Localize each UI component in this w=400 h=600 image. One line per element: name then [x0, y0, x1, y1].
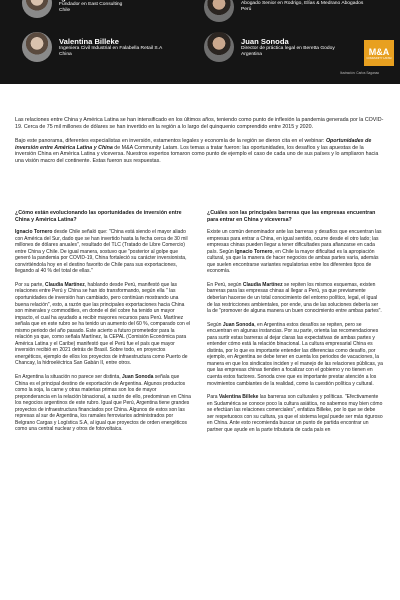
speaker-role: Director de práctica legal en Beretta Godoy: [241, 45, 335, 51]
intro-paragraph-2: [15, 138, 385, 164]
speaker-valentina: [22, 32, 162, 62]
intro-section: [15, 117, 385, 172]
right-column: [207, 210, 383, 440]
question-heading: ¿Cuáles son las principales barreras que las empresas encuentran para entrar en China y viceversa?: [207, 210, 376, 223]
speaker-country: Perú: [241, 7, 252, 12]
speaker-ignacio: [22, 0, 122, 18]
left-column: [15, 210, 191, 440]
paragraph: [207, 229, 383, 275]
paragraph: [15, 282, 191, 367]
avatar: [204, 32, 234, 62]
paragraph: [207, 322, 383, 387]
speaker-mention: Juan Sonoda: [222, 321, 255, 328]
paragraph-text: se repiten los mismos esquemas, existen barreras para las empresas chinas al llegar a Perú, ya que previamente deberían hacerse de un total conocimiento del entorno político, legal, el igual de las restricciones ambientales, por ende, una de las soluciones debería ser la de "promover de alguna manera un buen conocimiento entre ambas partes".: [207, 281, 382, 315]
speaker-role: Abogado Senior en Rodrigo, Elías & Medrano Abogados: [241, 1, 364, 6]
paragraph-text: Por su parte,: [15, 281, 46, 288]
speaker-role: Fundador en East Consulting: [59, 1, 123, 7]
speaker-mention: Claudia Martínez: [45, 281, 85, 288]
intro-text: de M&A Community Latam. Los temas a tratar fueron: las oportunidades, los desafíos y las apuestas de la inversión China en América Latina y viceversa. Nuestros expertos tomaron como punto de ejemplo el caso de cada uno de sus países y lo ampliaron hacia una visión macro del continente. Estas fueron sus respuestas.: [15, 144, 379, 164]
paragraph: [207, 394, 383, 433]
avatar: [22, 32, 52, 62]
webinar-title: Oportunidades de inversión entre América Latina y China: [15, 138, 372, 151]
paragraph-text: Existe un común denominador ante las barreras y desafíos que encuentran las empresas para entrar a China, en igual sentido, ocurre desde el otro lado; las empresas chinas pueden llegar a tener dificultades para afianzarse en cada país. Según: [207, 229, 382, 255]
speaker-mention: Juan Sonoda: [122, 374, 154, 381]
paragraph-text: Para: [207, 394, 219, 401]
paragraph-text: , en Argentina estos desafíos se repiten, pero se encuentran en algunas instancias. Por su parte, orienta las recomendaciones para surtir estas barreras al dejar claras las expectativas de ambas partes y entender cómo está la relación binacional. La cultura empresarial China es distinta, por lo que es importante entender las diferencias como desafío, por ejemplo, en Argentina se debe tener en cuenta los periodos de vacaciones, la manera en que los sindicatos inciden y el manejo de las relaciones públicas, ya que las empresas chinas tienden a focalizar con el gobierno y no tienen en cuenta estos factores. Sonoda cree que es importante prestar atención a los movimientos cambiantes de la realidad, como la cuestión política y cultural.: [207, 321, 383, 387]
paragraph: [207, 282, 383, 315]
intro-paragraph-1: Las relaciones entre China y América Latina se han intensificado en los últimos años, teniendo como punto de inflexión la pandemia generada por la COVID-19. Cerca de 75 mil millones de dólares se han invertido en la región a lo largo del quinquenio comprendido entre 2015 y 2020.: [15, 117, 384, 130]
paragraph: [15, 374, 191, 433]
paragraph-text: En Argentina la situación no parece ser distinta,: [15, 374, 123, 381]
speaker-country: Argentina: [241, 51, 262, 57]
speaker-mention: Valentina Billeke: [218, 394, 259, 401]
speaker-mention: Ignacio Tornero: [235, 248, 273, 255]
ma-community-logo: [364, 40, 394, 66]
paragraph-text: , hablando desde Perú, manifestó que las relaciones entre Perú y China se han ido transformando, según ella " las oportunidades de inversión han cambiado, pero continúan mostrando una buena relación", esto, a razón que las principales exportaciones hacia China son minerales y commodities, en donde el del cobre ha tenido un mayor impacto, el cual ha ayudado a recibir mayores recursos para Perú. Martínez señala que en este rubro se ha tenido un aumento del 60 %, comparado con el mismo periodo del año pasado. Este acierto a futuro prometedor para la relación ya que, como señala Martínez, la CEPAL (Comisión Económica para América Latina y el Caribe) manifestó que el Perú fue el país que mayor inversión recibió en 2021 detrás de Brasil. Sobre todo, en proyectos energéticos, ejemplo de ellos los proyectos de infraestructura como Puerto de Chancay, la hidroeléctrica San Gabán II, entre otros.: [15, 281, 191, 367]
speaker-mention: Claudia Martínez: [242, 281, 283, 288]
speaker-name: Juan Sonoda: [241, 36, 289, 46]
speaker-role: Ingeniera Civil Industrial en Falabella Retail S.A: [59, 45, 163, 51]
speaker-claudia: [204, 0, 363, 22]
illustration-credit: Ilustración: Carlos Saganao: [340, 71, 380, 75]
speaker-name: Valentina Billeke: [59, 36, 119, 46]
paragraph-text: las barreras son culturales y políticas. "Efectivamente en Sudamérica se conoce poco la cultura asiática, no sabemos muy bien cómo se efectúan las relaciones comerciales", enfatiza Billeke, por lo que se debe ser respetuosos con su cultura, ya que el sistema legal puede ser más riguroso en China. Ante esto recomienda buscar un punto de partida encontrar un partner que ayude en la parte tributaria de cada país en: [207, 394, 383, 433]
avatar: [204, 0, 234, 22]
paragraph-text: desde Chile señaló que: "China está siendo el mayor aliado con América del Sur, dado que se han invertido hasta la fecha cerca de 30 mil millones de dólares anuales", resultado del TLC (Tratado de Libre Comercio) entre China y Chile. De igual manera, sostuvo que "posterior al golpe que generó la pandemia por COVID-19, China fortaleció su carácter inversionista, convirtiéndola hoy en el destino favorito de Chile para sus exportaciones, llegando al 40 % del total de ellas.": [15, 229, 188, 275]
paragraph-text: , en Chile la mayor dificultad es la apropiación cultural, ya que la manera de hacer negocios de ambas partes varía, además que suelen encontrarse variantes regulatorias entre los diferentes tipos de economía.: [207, 248, 379, 275]
speaker-mention: Ignacio Tornero: [15, 229, 53, 236]
logo-subtext: COMMUNITY LATAM: [366, 56, 392, 60]
speaker-country: Chile: [59, 7, 71, 13]
speaker-juan: [204, 32, 335, 62]
paragraph: [15, 229, 191, 275]
paragraph-text: señala que China es el principal destino de exportación de Argentina. Algunos productos como la soja, la carne y otras materias primas son los de mayor preponderancia en la relación binacional, a razón de ello, predominan en China los negocios argentinos de este rubro. Igual que Perú, Argentina tiene grandes proyectos de infraestructura financiados por China. Algunos de estos son las represas al sur de Argentina, los ramales ferroviarios administrados por Belgrano Cargas y Logística S.A, al igual que proyectos de orden energéticos como una central nuclear y otros de fotovoltaica.: [15, 374, 191, 433]
logo-text: M&A: [368, 46, 390, 57]
avatar: [22, 0, 52, 18]
question-heading: ¿Cómo están evolucionando las oportunidades de inversión entre China y América Latina?: [15, 210, 182, 223]
paragraph-text: Según: [207, 321, 223, 328]
speaker-country: China: [59, 51, 72, 57]
header-banner: [0, 0, 400, 84]
intro-text: Bajo este panorama, diferentes especialistas en inversión, estamentos legales y economía de la región se dieron cita en el webinar:: [15, 138, 326, 145]
paragraph-text: En Perú, según: [207, 281, 243, 288]
